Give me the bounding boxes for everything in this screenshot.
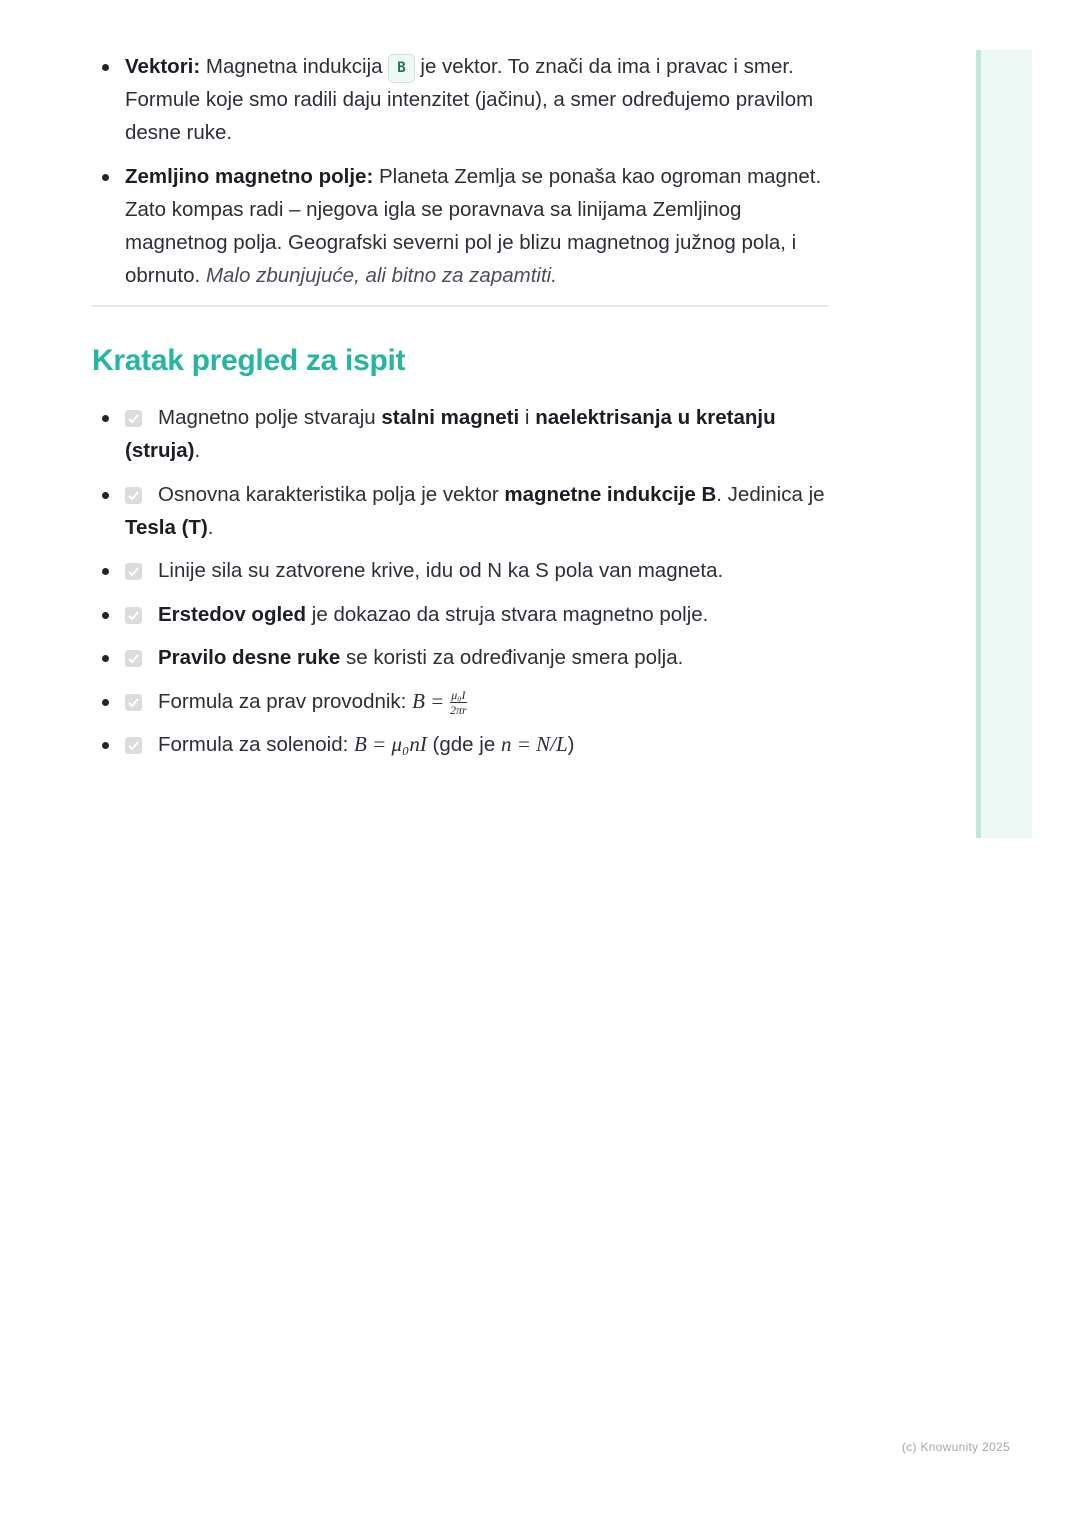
checklist-item bbox=[92, 641, 828, 674]
checklist-item bbox=[92, 685, 828, 718]
item-text: . bbox=[194, 439, 201, 462]
checked-checkbox-icon[interactable] bbox=[125, 737, 142, 754]
item-text: ) bbox=[567, 733, 575, 756]
checked-checkbox-icon[interactable] bbox=[125, 607, 142, 624]
item-bold: Erstedov ogled bbox=[158, 602, 307, 626]
summary-checklist bbox=[92, 401, 828, 761]
item-text: se koristi za određivanje smera polja. bbox=[346, 646, 684, 669]
list-item bbox=[92, 50, 828, 149]
item-text: i bbox=[524, 406, 530, 429]
checked-checkbox-icon[interactable] bbox=[125, 650, 142, 667]
formula: n = N/L bbox=[500, 732, 568, 756]
item-text: Formula za prav provodnik: bbox=[158, 689, 407, 713]
formula: B = μ₀nI bbox=[354, 732, 427, 756]
item-text: Planeta Zemlja se ponaša kao ogroman magnet. Zato kompas radi – njegova igla se poravnava sa linijama Zemljinog magnetnog polja. Geografski severni pol je blizu magnetnog južnog pola, i obrnuto. bbox=[125, 165, 822, 287]
checked-checkbox-icon[interactable] bbox=[125, 694, 142, 711]
item-text: Magnetno polje stvaraju bbox=[158, 406, 376, 429]
item-text: (gde je bbox=[432, 733, 496, 756]
item-title: Zemljino magnetno polje: bbox=[125, 165, 374, 188]
item-text: je vektor. To znači da ima i pravac i smer. Formule koje smo radili daju intenzitet (jačinu), a smer određujemo pravilom desne ruke. bbox=[125, 55, 814, 144]
item-text: Magnetna indukcija bbox=[205, 55, 383, 78]
item-text: . Jedinica je bbox=[716, 482, 825, 506]
item-italic-note: Malo zbunjujuće, ali bitno za zapamtiti. bbox=[205, 264, 557, 287]
checklist-item bbox=[92, 598, 828, 631]
item-text: . bbox=[207, 515, 214, 539]
document-content bbox=[92, 50, 828, 772]
side-panel bbox=[976, 50, 1032, 838]
formula-fraction bbox=[450, 689, 467, 716]
item-bold: Tesla (T) bbox=[125, 515, 208, 539]
list-item bbox=[92, 160, 828, 292]
item-bold: naelektrisanja u kretanju (struja) bbox=[125, 406, 776, 462]
inline-code: B bbox=[388, 54, 414, 83]
section-divider bbox=[92, 305, 828, 307]
checklist-item bbox=[92, 728, 828, 761]
formula-lhs: B = bbox=[412, 688, 445, 713]
item-bold: Pravilo desne ruke bbox=[158, 646, 341, 669]
item-bold: magnetne indukcije B bbox=[504, 482, 717, 506]
copyright-footer: (c) Knowunity 2025 bbox=[901, 1440, 1010, 1454]
item-bold: stalni magneti bbox=[381, 406, 520, 429]
item-text: je dokazao da struja stvara magnetno polje. bbox=[311, 602, 709, 626]
item-title: Vektori: bbox=[125, 55, 201, 78]
item-text: Formula za solenoid: bbox=[158, 733, 349, 756]
checked-checkbox-icon[interactable] bbox=[125, 487, 142, 504]
item-text: Osnovna karakteristika polja je vektor bbox=[158, 482, 499, 506]
checklist-item bbox=[92, 401, 828, 467]
notes-list bbox=[92, 50, 828, 292]
checklist-item bbox=[92, 478, 828, 544]
checked-checkbox-icon[interactable] bbox=[125, 563, 142, 580]
checklist-item bbox=[92, 554, 828, 587]
item-text: Linije sila su zatvorene krive, idu od N ka S pola van magneta. bbox=[158, 559, 724, 582]
section-heading: Kratak pregled za ispit bbox=[92, 344, 406, 377]
checked-checkbox-icon[interactable] bbox=[125, 410, 142, 427]
fraction-numerator: μ₀I bbox=[451, 687, 466, 702]
fraction-denominator: 2πr bbox=[450, 702, 467, 717]
